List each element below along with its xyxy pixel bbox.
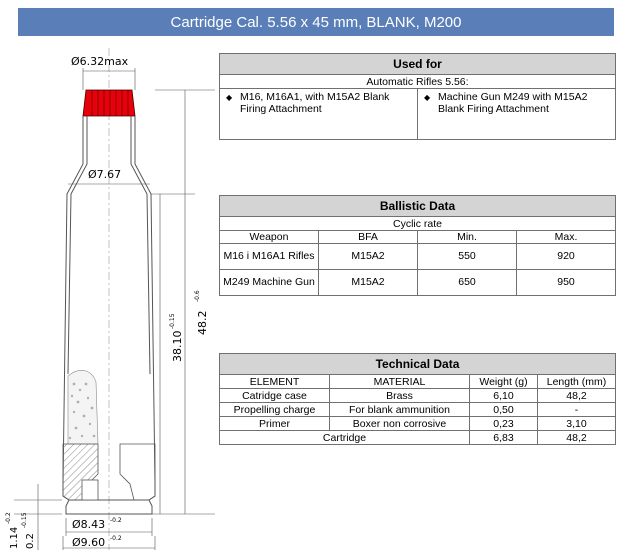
technical-table [219, 353, 616, 445]
cartridge-drawing [0, 44, 218, 554]
dim-neck-label: Ø7.67 [88, 168, 122, 181]
powder-charge [68, 370, 98, 444]
used-for-item: ◆ Machine Gun M249 with M15A2 Blank Firing Attachment [418, 89, 616, 140]
dim-rim-thick-tol: -0.2 [5, 512, 12, 524]
table-row: M16 i M16A1 Rifles M15A2 550 920 [220, 244, 616, 270]
dim-groove-tol: -0.15 [21, 512, 28, 528]
dim-body-label: 38.10 [171, 330, 184, 362]
dim-length-tol: -0.6 [194, 290, 201, 302]
used-for-header: Used for [220, 54, 616, 75]
ballistic-header: Ballistic Data [220, 196, 616, 217]
ballistic-subheader: Cyclic rate [220, 217, 616, 231]
column-header: Weapon [220, 231, 319, 244]
bullet-icon: ◆ [226, 93, 233, 102]
bullet-icon: ◆ [424, 93, 431, 102]
ballistic-table [219, 195, 616, 296]
table-row: M249 Machine Gun M15A2 650 950 [220, 270, 616, 296]
table-row: Propelling charge For blank ammunition 0,50 - [220, 403, 616, 417]
table-row: Primer Boxer non corrosive 0,23 3,10 [220, 417, 616, 431]
column-header: Max. [517, 231, 616, 244]
dim-base-tol: -0.2 [110, 517, 122, 524]
column-header: BFA [319, 231, 418, 244]
used-for-subheader: Automatic Rifles 5.56: [220, 75, 616, 89]
used-for-table [219, 53, 616, 140]
dim-top-label: Ø6.32max [71, 55, 129, 68]
column-header: MATERIAL [330, 375, 470, 389]
column-header: Length (mm) [538, 375, 616, 389]
crimp-icon [83, 90, 135, 116]
dim-body-tol: -0.15 [169, 313, 176, 329]
dim-length-label: 48.2 [196, 310, 209, 335]
dim-rim-label: Ø9.60 [72, 536, 106, 549]
table-row: Catridge case Brass 6,10 48,2 [220, 389, 616, 403]
dim-base-label: Ø8.43 [72, 518, 106, 531]
technical-header: Technical Data [220, 354, 616, 375]
dim-rim-thick-label: 1.14 [9, 526, 20, 549]
total-row: Cartridge 6,83 48,2 [220, 431, 616, 445]
column-header: Weight (g) [470, 375, 538, 389]
column-header: Min. [418, 231, 517, 244]
column-header: ELEMENT [220, 375, 330, 389]
page-title: Cartridge Cal. 5.56 x 45 mm, BLANK, M200 [18, 8, 614, 36]
dim-groove-label: 0.2 [25, 533, 36, 549]
dim-rim-tol: -0.2 [110, 535, 122, 542]
used-for-item: ◆ M16, M16A1, with M15A2 Blank Firing Attachment [220, 89, 418, 140]
